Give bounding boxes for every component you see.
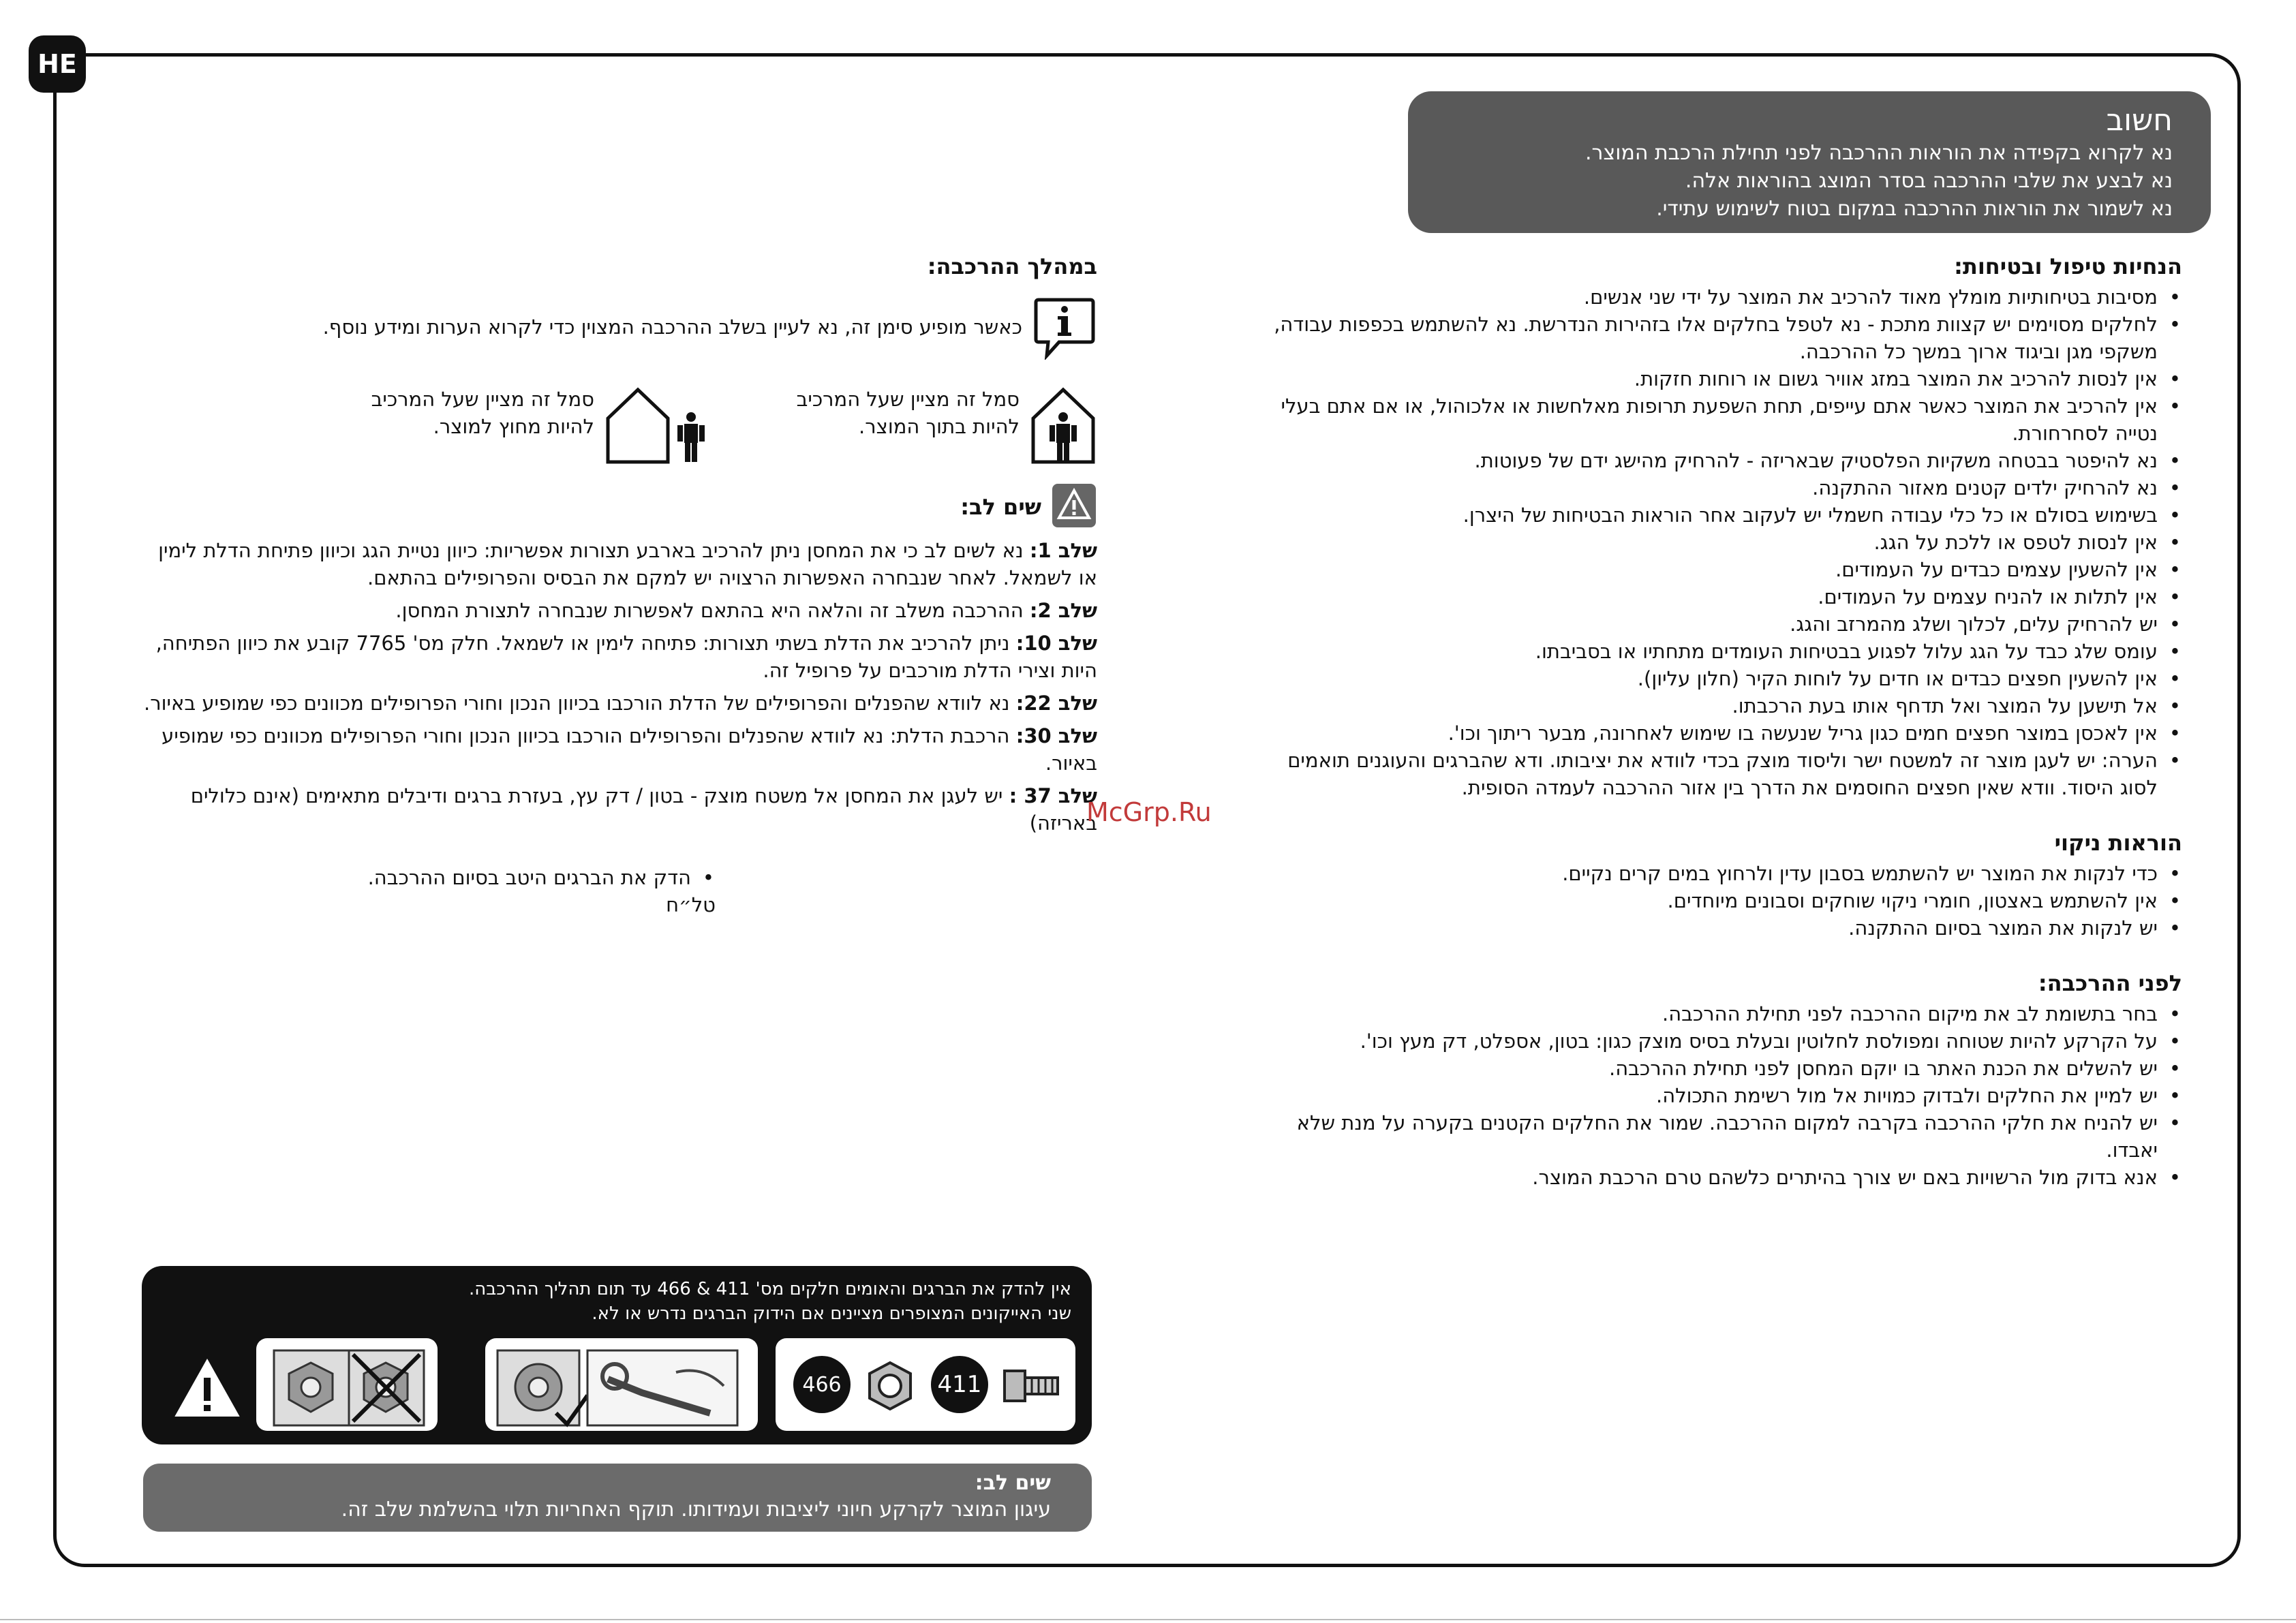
safety-section (1247, 252, 2182, 801)
warning-line: שני האייקונים המצופרים מציינים אם הידוק הברגים נדרש או לא. (592, 1303, 1071, 1324)
list-item: • הדק את הברגים היטב בסיום ההרכבה. (143, 864, 716, 891)
step-text: ההרכבה משלב זה והלאה היא בהתאם לאפשרות שנבחרה לתצורת המחסן. (395, 599, 1024, 622)
inside-symbol (774, 386, 1097, 465)
step-text: הרכבת הדלת: נא לוודא שהפנלים והפרופילים הורכבו בכיוון הנכון וחורי הפרופילים מכוונים כפי שמופיע באיור. (162, 724, 1097, 775)
important-line: נא לקרוא בקפידה את הוראות ההרכבה לפני תחילת הרכבת המוצר. (1585, 141, 2173, 165)
list-item: • כדי לנקות את המוצר יש להשתמש בסבון עדין ולרחוץ במים קרים נקיים. (1247, 860, 2182, 887)
step-note (143, 597, 1097, 624)
during-title: במהלך ההרכבה: (927, 253, 1097, 279)
inside-text: סמל זה מציין שעל המרכיב להיות בתוך המוצר. (796, 388, 1020, 438)
important-title: חשוב (2106, 103, 2173, 138)
step-note (143, 722, 1097, 777)
list-item: • יש להשלים את הכנת האתר בו יוקם המחסן לפני תחילת ההרכבה. (1247, 1055, 2182, 1082)
language-badge: HE (29, 35, 86, 93)
step-text: נא לוודא שהפנלים והפרופילים של הדלת הורכבו בכיוון הנכון וחורי הפרופילים מכוונים כפי שמופיע באיור. (144, 692, 1010, 715)
info-row (143, 294, 1097, 360)
important-line: נא לשמור את הוראות ההרכבה במקום בטוח לשימוש עתידי. (1656, 197, 2173, 221)
list-item: • יש להרחיק עלים, לכלוך ושלג מהמרזב והגג. (1247, 610, 2182, 638)
warning-line: אין להדק את הברגים והאומים חלקים מס' 411 & 466 עד תום תהליך ההרכבה. (468, 1279, 1071, 1299)
cleaning-title: הוראות ניקוי (2054, 830, 2182, 856)
step-label: שלב 37 : (1009, 784, 1097, 807)
list-item: • מסיבות בטיחותיות מומלץ מאוד להרכיב את המוצר על ידי שני אנשים. (1247, 283, 2182, 311)
warning-text (469, 1277, 1071, 1326)
safety-list (1247, 283, 2182, 801)
before-list (1247, 1000, 2182, 1191)
symbols-row (143, 386, 1097, 465)
list-item: • נא להיפטר בבטחה משקיות הפלסטיק שבאריזה - להרחיק מהישג ידם של פעוטות. (1247, 447, 2182, 474)
step-label: שלב 10: (1015, 632, 1097, 655)
nut-crossed-icon (256, 1338, 438, 1431)
anchoring-note-title: שים לב: (975, 1471, 1051, 1495)
list-item: • לחלקים מסוימים יש קצוות מתכת - נא לטפל בחלקים אלו בזהירות הנדרשת. נא להשתמש בכפפות עבודה, משקפי מגן וביגוד ארוך במשך כל ההרכבה. (1247, 311, 2182, 365)
list-item: • על הקרקע להיות שטוחה ומפולסת לחלוטין ובעלת בסיס מוצק כגון: בטון, אספלט, דק מעץ וכו'. (1247, 1027, 2182, 1055)
anchoring-note-box (143, 1464, 1092, 1532)
note-header (143, 482, 1097, 531)
list-item: • אין לנסות לטפס או ללכת על הגג. (1247, 529, 2182, 556)
list-item: • יש להניח את חלקי ההרכבה בקרבה למקום ההרכבה. שמור את החלקים הקטנים בקערה על מנת שלא יאבדו. (1247, 1109, 2182, 1164)
no-tighten-panel (256, 1338, 438, 1431)
step-text: יש לעגן את המחסן אל משטח מוצק - בטון / דק עץ, בעזרת ברגים ודיבלים מתאימים (אינם כלולים באריזה) (190, 784, 1097, 835)
list-item: • בחר בתשומת לב את מיקום ההרכבה לפני תחילת ההרכבה. (1247, 1000, 2182, 1027)
anchoring-note-text: עיגון המוצר לקרקע חיוני ליציבות ועמידותו. תוקף האחריות תלוי בהשלמת שלב זה. (341, 1498, 1051, 1521)
list-item: • אין להשעין עצמים כבדים על העמודים. (1247, 556, 2182, 583)
list-item: • אין להשתמש באצטון, חומרי ניקוי שוחקים וסבונים מיוחדים. (1247, 887, 2182, 914)
note-title: שים לב: (960, 494, 1041, 520)
bolt-icon (1000, 1359, 1062, 1416)
caution-icon (1051, 482, 1097, 531)
list-item: • בשימוש בסולם או כל כלי עבודה חשמלי יש לעקוב אחר הוראות הבטיחות של היצרן. (1247, 501, 2182, 529)
important-box (1408, 91, 2211, 233)
step-note (143, 690, 1097, 717)
step-note (143, 537, 1097, 591)
tighten-list (143, 864, 1097, 891)
wrench-icon (485, 1338, 758, 1431)
part-number-badge: 466 (793, 1356, 851, 1413)
before-title: לפני ההרכבה: (2038, 970, 2182, 996)
before-section (1247, 969, 2182, 1191)
right-column (1247, 252, 2182, 1210)
step-label: שלב 2: (1029, 599, 1097, 622)
list-item: • אל תישען על המוצר ואל תדחף אותו בעת הרכבתו. (1247, 692, 2182, 720)
cleaning-list (1247, 860, 2182, 942)
list-item: • נא להרחיק ילדים קטנים מאזור ההתקנה. (1247, 474, 2182, 501)
outside-text: סמל זה מציין שעל המרכיב להיות מחוץ למוצר. (371, 388, 594, 438)
list-item: • אין להשעין חפצים כבדים או חדים על לוחות הקיר (חלון עליון). (1247, 665, 2182, 692)
step-text: ניתן להרכיב את הדלת בשתי תצורות: פתיחה לימין או לשמאל. חלק מס' 7765 קובע את כיוון הפתיחה, היות וצירי הדלת מורכבים על פרופיל זה. (155, 632, 1097, 682)
nut-icon (863, 1359, 917, 1416)
list-item: • עומס שלג כבד על הגג עלול לפגוע בבטיחות העומדים מתחתיו או בסביבתו. (1247, 638, 2182, 665)
step-note (143, 782, 1097, 837)
list-item: • הערה: יש לעגן מוצר זה למשטח ישר וליסוד מוצק בכדי לוודא את יציבותו. ודא שהברגים והעוגנים תואמים לסוג היסוד. וודא שאין חפצים החוסמים את הדרך בין אזור ההרכבה לעמדה הסופית. (1247, 747, 2182, 801)
parts-panel (776, 1338, 1075, 1431)
warning-triangle-icon (173, 1357, 241, 1421)
list-item: • אנא בדוק מול הרשויות באם יש צורך בהיתרים כלשהם טרם הרכבת המוצר. (1247, 1164, 2182, 1191)
safety-title: הנחיות טיפול ובטיחות: (1954, 253, 2182, 279)
person-inside-house-icon (1029, 386, 1097, 465)
tighten-panel (485, 1338, 758, 1431)
person-outside-house-icon (604, 386, 713, 465)
list-item: • אין לנסות להרכיב את המוצר במזג אוויר גשום או רוחות חזקות. (1247, 365, 2182, 392)
info-text: כאשר מופיע סימן זה, נא לעיין בשלב ההרכבה המצוין כדי לקרוא הערות ומידע נוסף. (322, 315, 1022, 339)
part-number-badge: 411 (931, 1356, 988, 1413)
list-item: • אין להרכיב את המוצר כאשר אתם עייפים, תחת השפעת תרופות מאלחשות או אלכוהול, או אם אתם בעלי נטייה לסחרחורת. (1247, 392, 2182, 447)
outside-symbol (349, 386, 713, 465)
list-item: • אין לאכסן במוצר חפצים חמים כגון גריל שנעשה בו שימוש לאחרונה, מבער ריתוך וכו'. (1247, 720, 2182, 747)
step-note (143, 630, 1097, 684)
footer-code: טל״ח (666, 893, 716, 916)
page-bottom-rule (0, 1619, 2296, 1620)
important-line: נא לבצע את שלבי ההרכבה בסדר המוצג בהוראות אלה. (1685, 169, 2173, 193)
list-item: • אין לתלות או להניח עצמים על העמודים. (1247, 583, 2182, 610)
step-label: שלב 1: (1029, 539, 1097, 562)
cleaning-section (1247, 829, 2182, 942)
info-icon (1032, 294, 1097, 360)
left-column (143, 252, 1097, 918)
step-text: נא לשים לב כי את המחסן ניתן להרכיב בארבע תצורות אפשריות: כיוון נטיית הגג וכיוון פתיחת הדלת לימין או לשמאל. לאחר שנבחרה האפשרות הרצויה יש למקם את הבסיס והפרופילים בהתאם. (158, 539, 1097, 589)
list-item: • יש לנקות את המוצר בסיום ההתקנה. (1247, 914, 2182, 942)
step-label: שלב 30: (1015, 724, 1097, 747)
step-label: שלב 22: (1015, 692, 1097, 715)
list-item: • יש למיין את החלקים ולבדוק כמויות אל מול רשימת התכולה. (1247, 1082, 2182, 1109)
bolts-warning-box (142, 1266, 1092, 1444)
watermark: McGrp.Ru (1086, 797, 1212, 827)
